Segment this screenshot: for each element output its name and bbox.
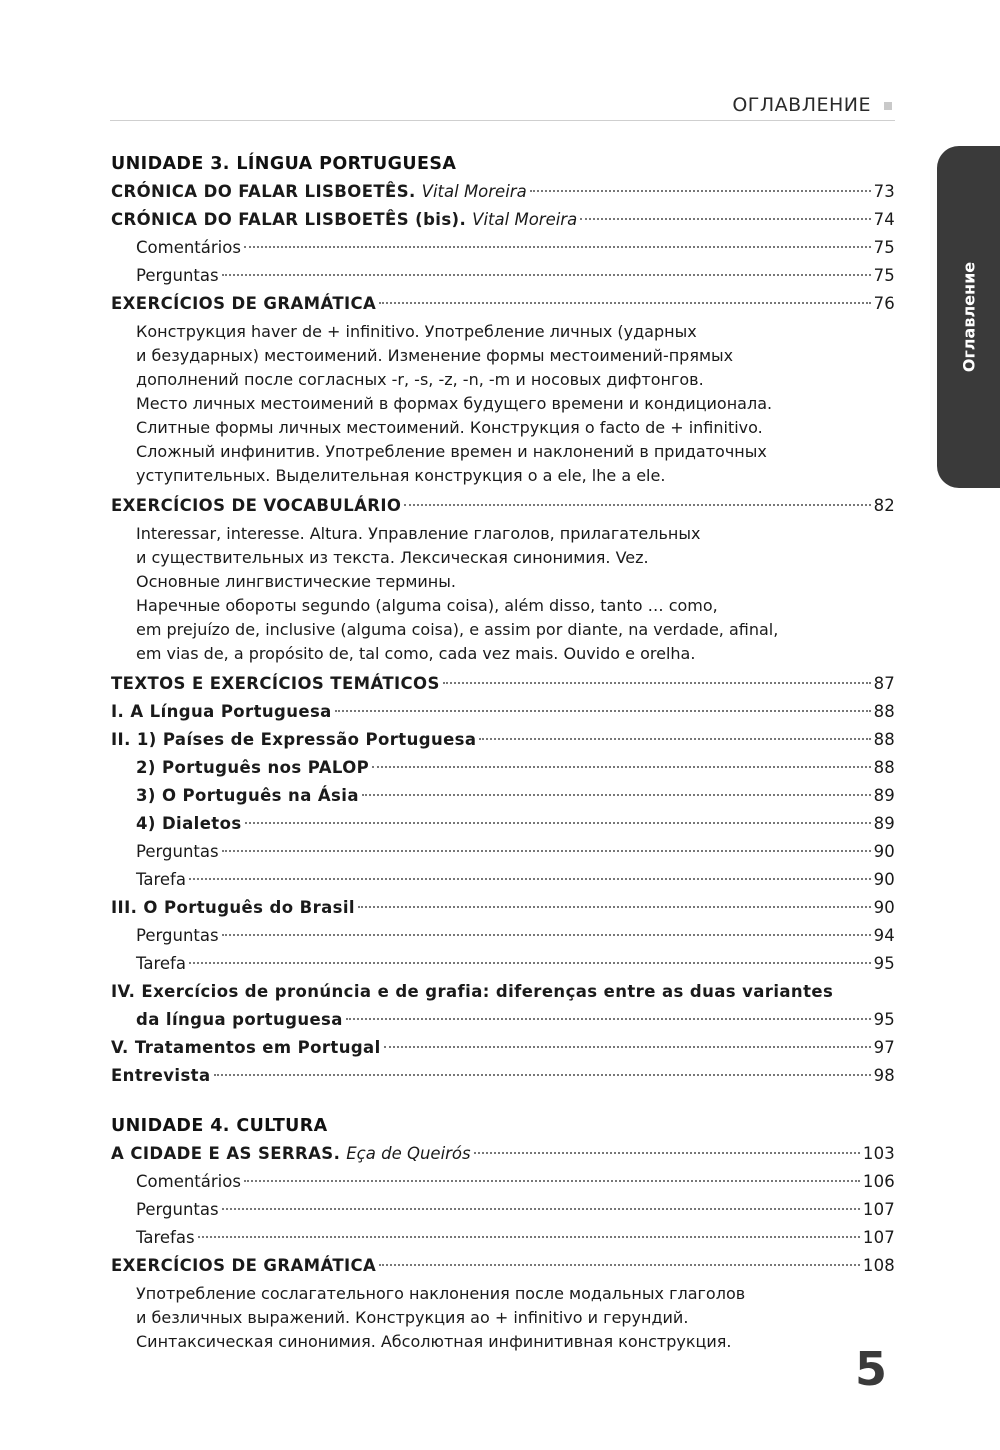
entry-author: Vital Moreira bbox=[421, 182, 527, 201]
entry-page: 90 bbox=[873, 870, 895, 889]
dot-leader bbox=[222, 850, 871, 852]
entry-label: A CIDADE E AS SERRAS. bbox=[111, 1144, 341, 1163]
side-tab bbox=[937, 146, 1000, 488]
toc-entry bbox=[111, 922, 895, 950]
toc-entry-multiline bbox=[111, 978, 895, 1006]
desc-line: Синтаксическая синонимия. Абсолютная инфинитивная конструкция. bbox=[136, 1332, 732, 1351]
dot-leader bbox=[384, 1046, 871, 1048]
entry-page: 107 bbox=[862, 1228, 895, 1247]
toc-entry bbox=[111, 838, 895, 866]
toc-entry bbox=[111, 262, 895, 290]
grammar-description bbox=[111, 320, 895, 488]
toc-entry bbox=[111, 726, 895, 754]
entry-label: CRÓNICA DO FALAR LISBOETÊS. bbox=[111, 182, 416, 201]
entry-label: EXERCÍCIOS DE GRAMÁTICA bbox=[111, 1256, 377, 1275]
grammar-description bbox=[111, 1282, 895, 1354]
entry-label: Perguntas bbox=[136, 842, 219, 861]
dot-leader bbox=[379, 1264, 860, 1266]
entry-page: 73 bbox=[873, 182, 895, 201]
desc-line: и безударных) местоимений. Изменение формы местоимений-прямых bbox=[136, 346, 734, 365]
toc-entry bbox=[111, 234, 895, 262]
entry-label: TEXTOS E EXERCÍCIOS TEMÁTICOS bbox=[111, 674, 440, 693]
entry-label: I. A Língua Portuguesa bbox=[111, 702, 332, 721]
entry-label: Perguntas bbox=[136, 1200, 219, 1219]
entry-page: 95 bbox=[873, 1010, 895, 1029]
entry-label: 3) O Português na Ásia bbox=[136, 786, 359, 805]
toc-entry bbox=[111, 1006, 895, 1034]
vocab-description bbox=[111, 522, 895, 666]
dot-leader bbox=[244, 246, 871, 248]
toc-entry bbox=[111, 894, 895, 922]
entry-page: 88 bbox=[873, 758, 895, 777]
toc-entry bbox=[111, 492, 895, 520]
dot-leader bbox=[404, 504, 870, 506]
entry-author: Eça de Queirós bbox=[346, 1144, 471, 1163]
dot-leader bbox=[379, 302, 870, 304]
entry-page: 90 bbox=[873, 898, 895, 917]
dot-leader bbox=[222, 274, 871, 276]
dot-leader bbox=[372, 766, 870, 768]
entry-page: 95 bbox=[873, 954, 895, 973]
header-title: ОГЛАВЛЕНИЕ bbox=[732, 94, 871, 116]
entry-label: Comentários bbox=[136, 238, 241, 257]
desc-line: уступительных. Выделительная конструкция o a ele, lhe a ele. bbox=[136, 466, 666, 485]
entry-label: 4) Dialetos bbox=[136, 814, 242, 833]
entry-label: EXERCÍCIOS DE VOCABULÁRIO bbox=[111, 496, 402, 515]
entry-label: V. Tratamentos em Portugal bbox=[111, 1038, 381, 1057]
desc-line: Конструкция haver de + infinitivo. Употребление личных (ударных bbox=[136, 322, 697, 341]
desc-line: Основные лингвистические термины. bbox=[136, 572, 456, 591]
side-tab-label: Оглавление bbox=[959, 261, 978, 373]
toc-entry bbox=[111, 866, 895, 894]
desc-line: и существительных из текста. Лексическая синонимия. Vez. bbox=[136, 548, 649, 567]
entry-page: 74 bbox=[873, 210, 895, 229]
dot-leader bbox=[580, 218, 870, 220]
entry-label: 2) Português nos PALOP bbox=[136, 758, 370, 777]
table-of-contents bbox=[111, 150, 895, 1358]
desc-line: Наречные обороты segundo (alguma coisa), além disso, tanto … como, bbox=[136, 596, 718, 615]
entry-page: 106 bbox=[862, 1172, 895, 1191]
entry-page: 88 bbox=[873, 702, 895, 721]
entry-page: 76 bbox=[873, 294, 895, 313]
toc-entry bbox=[111, 754, 895, 782]
entry-page: 75 bbox=[873, 238, 895, 257]
dot-leader bbox=[346, 1018, 871, 1020]
desc-line: Interessar, interesse. Altura. Управление глаголов, прилагательных bbox=[136, 524, 701, 543]
entry-label: CRÓNICA DO FALAR LISBOETÊS (bis). bbox=[111, 210, 467, 229]
dot-leader bbox=[335, 710, 871, 712]
desc-line: и безличных выражений. Конструкция ao + infinitivo и герундий. bbox=[136, 1308, 689, 1327]
toc-entry bbox=[111, 290, 895, 318]
unit3-title: UNIDADE 3. LÍNGUA PORTUGUESA bbox=[111, 154, 457, 174]
entry-page: 90 bbox=[873, 842, 895, 861]
toc-entry bbox=[111, 1196, 895, 1224]
dot-leader bbox=[214, 1074, 871, 1076]
entry-label: da língua portuguesa bbox=[136, 1010, 343, 1029]
desc-line: Употребление сослагательного наклонения после модальных глаголов bbox=[136, 1284, 746, 1303]
entry-page: 89 bbox=[873, 786, 895, 805]
page-header bbox=[110, 96, 895, 121]
entry-label: Perguntas bbox=[136, 266, 219, 285]
entry-page: 94 bbox=[873, 926, 895, 945]
dot-leader bbox=[222, 1208, 860, 1210]
dot-leader bbox=[245, 822, 871, 824]
toc-entry bbox=[111, 1034, 895, 1062]
desc-line: Место личных местоимений в формах будущего времени и кондиционала. bbox=[136, 394, 773, 413]
dot-leader bbox=[362, 794, 871, 796]
desc-line: em prejuízo de, inclusive (alguma coisa), e assim por diante, na verdade, afinal, bbox=[136, 620, 779, 639]
dot-leader bbox=[189, 878, 871, 880]
dot-leader bbox=[189, 962, 871, 964]
entry-label: IV. Exercícios de pronúncia e de grafia: diferenças entre as duas variantes bbox=[111, 982, 834, 1001]
header-square-icon bbox=[884, 102, 892, 110]
page-number: 5 bbox=[855, 1342, 888, 1396]
dot-leader bbox=[222, 934, 871, 936]
toc-entry bbox=[111, 1140, 895, 1168]
toc-entry bbox=[111, 178, 895, 206]
entry-page: 82 bbox=[873, 496, 895, 515]
entry-page: 97 bbox=[873, 1038, 895, 1057]
desc-line: Сложный инфинитив. Употребление времен и наклонений в придаточных bbox=[136, 442, 767, 461]
entry-page: 107 bbox=[862, 1200, 895, 1219]
dot-leader bbox=[244, 1180, 860, 1182]
dot-leader bbox=[474, 1152, 860, 1154]
desc-line: em vias de, a propósito de, tal como, cada vez mais. Ouvido e orelha. bbox=[136, 644, 696, 663]
entry-label: III. O Português do Brasil bbox=[111, 898, 355, 917]
toc-entry bbox=[111, 810, 895, 838]
toc-entry bbox=[111, 206, 895, 234]
entry-page: 89 bbox=[873, 814, 895, 833]
entry-page: 88 bbox=[873, 730, 895, 749]
entry-label: Tarefa bbox=[136, 954, 186, 973]
entry-page: 75 bbox=[873, 266, 895, 285]
desc-line: дополнений после согласных -r, -s, -z, -n, -m и носовых дифтонгов. bbox=[136, 370, 704, 389]
toc-entry bbox=[111, 782, 895, 810]
toc-entry bbox=[111, 698, 895, 726]
toc-entry bbox=[111, 1224, 895, 1252]
toc-entry bbox=[111, 1252, 895, 1280]
toc-entry bbox=[111, 1168, 895, 1196]
toc-entry bbox=[111, 950, 895, 978]
unit4-title: UNIDADE 4. CULTURA bbox=[111, 1116, 328, 1136]
entry-label: Comentários bbox=[136, 1172, 241, 1191]
entry-label: II. 1) Países de Expressão Portuguesa bbox=[111, 730, 477, 749]
toc-entry bbox=[111, 1062, 895, 1090]
dot-leader bbox=[358, 906, 871, 908]
entry-author: Vital Moreira bbox=[472, 210, 578, 229]
entry-page: 87 bbox=[873, 674, 895, 693]
entry-page: 103 bbox=[862, 1144, 895, 1163]
dot-leader bbox=[530, 190, 871, 192]
dot-leader bbox=[198, 1236, 860, 1238]
entry-label: Tarefa bbox=[136, 870, 186, 889]
spacer bbox=[111, 1090, 895, 1112]
desc-line: Слитные формы личных местоимений. Конструкция o facto de + infinitivo. bbox=[136, 418, 763, 437]
entry-page: 108 bbox=[862, 1256, 895, 1275]
dot-leader bbox=[443, 682, 871, 684]
entry-page: 98 bbox=[873, 1066, 895, 1085]
entry-label: Entrevista bbox=[111, 1066, 211, 1085]
dot-leader bbox=[479, 738, 870, 740]
toc-entry bbox=[111, 670, 895, 698]
entry-label: EXERCÍCIOS DE GRAMÁTICA bbox=[111, 294, 377, 313]
entry-label: Tarefas bbox=[136, 1228, 195, 1247]
entry-label: Perguntas bbox=[136, 926, 219, 945]
